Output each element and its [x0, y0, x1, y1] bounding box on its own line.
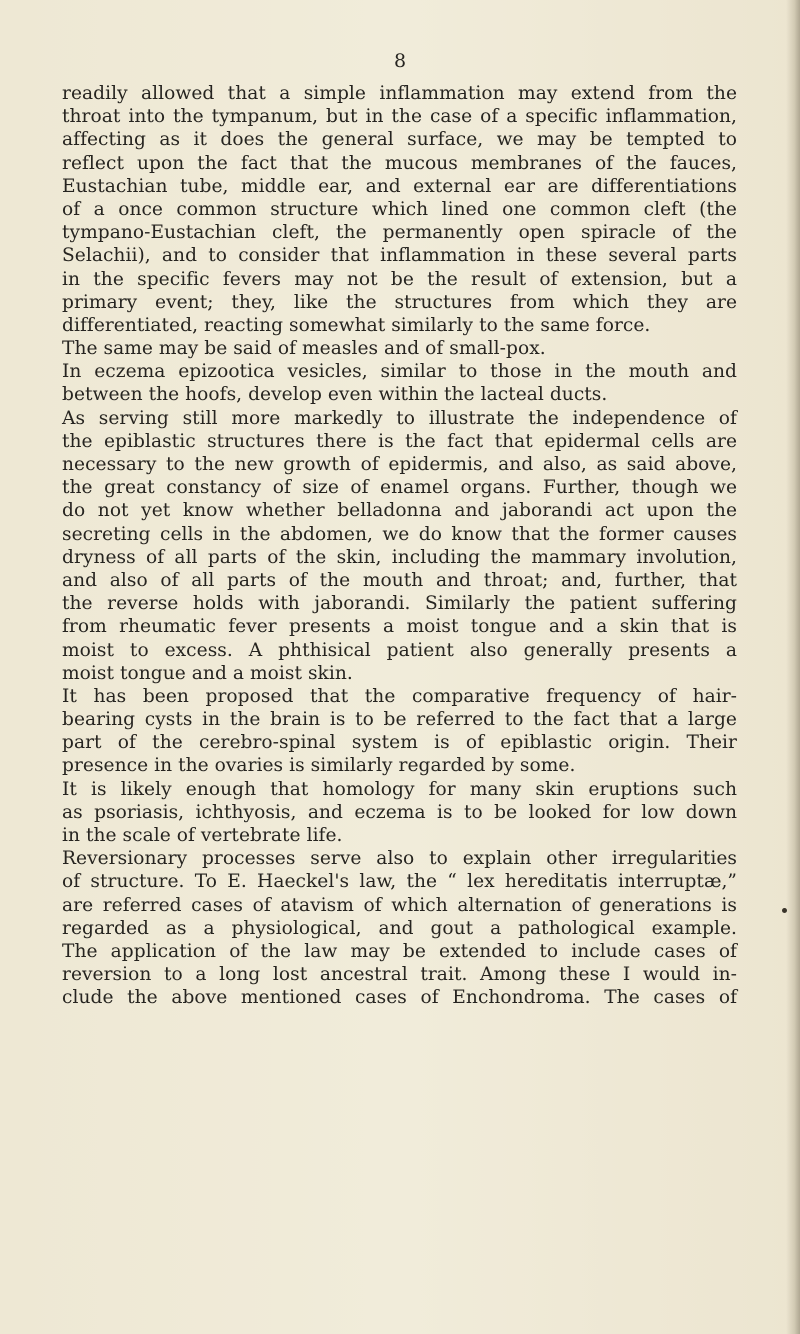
text-line: as psoriasis, ichthyosis, and eczema is to be looked for low down — [62, 801, 737, 823]
text-line: primary event; they, like the structures from which they are — [62, 291, 737, 313]
text-line: reversion to a long lost ancestral trait. Among these I would in- — [62, 964, 737, 986]
text-line: regarded as a physiological, and gout a pathological example. — [62, 917, 737, 939]
text-line: Reversionary processes serve also to explain other irregularities — [62, 848, 737, 870]
text-line: between the hoofs, develop even within the lacteal ducts. — [62, 384, 608, 406]
text-line: presence in the ovaries is similarly regarded by some. — [62, 755, 576, 777]
text-line: clude the above mentioned cases of Enchondroma. The cases of — [62, 987, 737, 1009]
text-line: do not yet know whether belladonna and jaborandi act upon the — [62, 500, 737, 522]
text-line: moist tongue and a moist skin. — [62, 662, 353, 684]
text-line: of a once common structure which lined one common cleft (the — [62, 198, 737, 220]
text-line: Selachii), and to consider that inflammation in these several parts — [62, 245, 737, 267]
body-text — [62, 82, 737, 1010]
text-line: It has been proposed that the comparative frequency of hair- — [62, 685, 737, 707]
text-line: It is likely enough that homology for many skin eruptions such — [62, 778, 737, 800]
text-line: from rheumatic fever presents a moist tongue and a skin that is — [62, 616, 737, 638]
text-line: differentiated, reacting somewhat similarly to the same force. — [62, 314, 651, 336]
text-line: and also of all parts of the mouth and throat; and, further, that — [62, 569, 737, 591]
text-line: dryness of all parts of the skin, including the mammary involution, — [62, 546, 737, 568]
text-line: secreting cells in the abdomen, we do know that the former causes — [62, 523, 737, 545]
text-line: of structure. To E. Haeckel's law, the “ lex hereditatis interruptæ,” — [62, 871, 737, 893]
text-line: in the specific fevers may not be the result of extension, but a — [62, 268, 737, 290]
text-line: moist to excess. A phthisical patient also generally presents a — [62, 639, 737, 661]
text-line: are referred cases of atavism of which alternation of generations is — [62, 894, 737, 916]
text-line: tympano-Eustachian cleft, the permanently open spiracle of the — [62, 222, 737, 244]
text-line: affecting as it does the general surface, we may be tempted to — [62, 129, 737, 151]
text-line: bearing cysts in the brain is to be referred to the fact that a large — [62, 709, 737, 731]
text-line: necessary to the new growth of epidermis, and also, as said above, — [62, 454, 737, 475]
page-number: 8 — [393, 50, 407, 72]
text-line: The same may be said of measles and of small-pox. — [62, 338, 546, 360]
text-line: reflect upon the fact that the mucous membranes of the fauces, — [62, 152, 737, 174]
text-line: readily allowed that a simple inflammation may extend from the — [62, 83, 737, 104]
text-line: The application of the law may be extended to include cases of — [62, 940, 737, 962]
text-line: the great constancy of size of enamel organs. Further, though we — [62, 477, 737, 499]
text-line: part of the cerebro-spinal system is of epiblastic origin. Their — [62, 732, 737, 754]
page-edge-shadow — [786, 0, 800, 1334]
text-line: the reverse holds with jaborandi. Similarly the patient suffering — [62, 593, 737, 615]
text-line: As serving still more markedly to illustrate the independence of — [62, 407, 737, 429]
text-line: throat into the tympanum, but in the case of a specific inflammation, — [62, 106, 737, 128]
text-line: the epiblastic structures there is the fact that epidermal cells are — [62, 430, 737, 452]
text-line: In eczema epizootica vesicles, similar to those in the mouth and — [62, 361, 737, 383]
text-line: Eustachian tube, middle ear, and external ear are differentiations — [62, 175, 737, 197]
text-line: in the scale of vertebrate life. — [62, 825, 343, 846]
